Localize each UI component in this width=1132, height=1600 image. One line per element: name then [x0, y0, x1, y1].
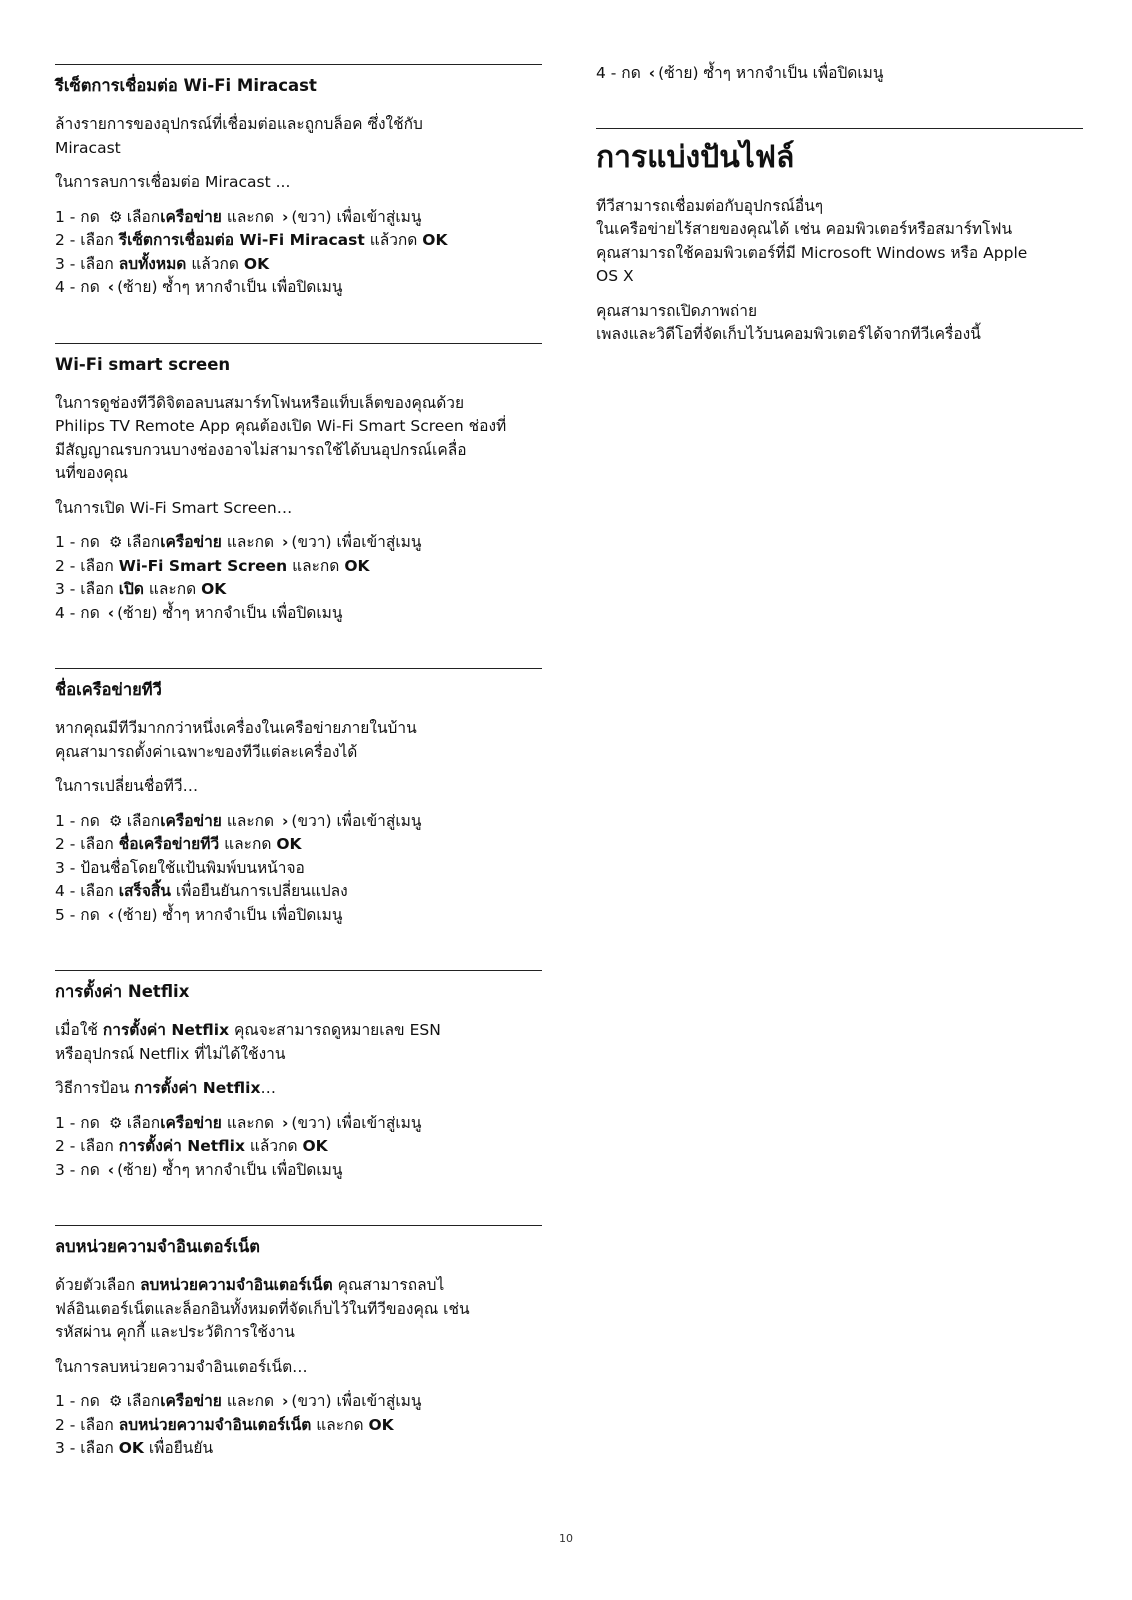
step-4: 4 - กด ‹ (ซ้าย) ซ้ำๆ หากจำเป็น เพื่อปิดเมนู: [55, 278, 343, 296]
chevron-right-icon: ›: [282, 1392, 289, 1410]
step-2: 2 - เลือก การตั้งค่า Netflix แล้วกด OK: [55, 1137, 328, 1155]
section-file-sharing: [596, 128, 1083, 347]
chevron-left-icon: ‹: [107, 278, 115, 296]
text-line: คุณสามารถตั้งค่าเฉพาะของทีวีแต่ละเครื่องได้: [55, 742, 358, 761]
text-line: ในการเปลี่ยนชื่อทีวี…: [55, 777, 199, 795]
text-line: Philips TV Remote App คุณต้องเปิด Wi-Fi Smart Screen ช่องที่: [55, 417, 507, 435]
text-line: คุณสามารถใช้คอมพิวเตอร์ที่มี Microsoft Windows หรือ Apple: [596, 243, 1028, 262]
paragraph: [55, 1019, 542, 1066]
text-line: เมื่อใช้ การตั้งค่า Netflix คุณจะสามารถดูหมายเลข ESN: [55, 1021, 441, 1039]
settings-gear-icon: ⚙: [108, 1392, 123, 1410]
steps-continued: [596, 62, 1083, 86]
text-line: ในการลบการเชื่อมต่อ Miracast ...: [55, 173, 291, 191]
text-line: หากคุณมีทีวีมากกว่าหนึ่งเครื่องในเครือข่ายภายในบ้าน: [55, 719, 417, 737]
step-3: 3 - ป้อนชื่อโดยใช้แป้นพิมพ์บนหน้าจอ: [55, 858, 305, 877]
step-5: 5 - กด ‹ (ซ้าย) ซ้ำๆ หากจำเป็น เพื่อปิดเมนู: [55, 905, 343, 924]
chevron-right-icon: ›: [282, 1113, 289, 1132]
text-line: นที่ของคุณ: [55, 464, 129, 482]
text-line: ในการลบหน่วยความจำอินเตอร์เน็ต…: [55, 1357, 308, 1376]
steps-list: [55, 206, 542, 300]
settings-gear-icon: ⚙: [108, 207, 123, 226]
section-title: การตั้งค่า Netflix: [55, 982, 190, 1001]
paragraph: [55, 497, 542, 521]
steps-list: [55, 1112, 542, 1183]
chevron-left-icon: ‹: [648, 64, 656, 82]
section-reset-miracast: [55, 64, 542, 300]
left-column: [55, 64, 542, 1504]
section-title: Wi-Fi smart screen: [55, 354, 231, 374]
steps-list: [55, 810, 542, 928]
step-3: 3 - เลือก เปิด และกด OK: [55, 580, 227, 598]
chevron-right-icon: ›: [282, 533, 289, 551]
section-title: ชื่อเครือข่ายทีวี: [55, 680, 162, 699]
paragraph: [55, 1356, 542, 1380]
section-netflix-settings: [55, 970, 542, 1182]
paragraph: [55, 392, 542, 486]
text-line: วิธีการป้อน การตั้งค่า Netflix…: [55, 1079, 276, 1097]
step-4: 4 - กด ‹ (ซ้าย) ซ้ำๆ หากจำเป็น เพื่อปิดเมนู: [596, 64, 884, 82]
step-1: 1 - กด ⚙ เลือกเครือข่าย และกด › (ขวา) เพื่อเข้าสู่เมนู: [55, 206, 542, 230]
step-3: 3 - กด ‹ (ซ้าย) ซ้ำๆ หากจำเป็น เพื่อปิดเมนู: [55, 1160, 343, 1179]
page-number: 10: [559, 1532, 573, 1545]
text-line: OS X: [596, 267, 634, 285]
chevron-left-icon: ‹: [107, 603, 115, 622]
step-2: 2 - เลือก ลบหน่วยความจำอินเตอร์เน็ต และกด OK: [55, 1415, 394, 1434]
section-wifi-smart-screen: [55, 343, 542, 626]
chapter-title: การแบ่งปันไฟล์: [596, 139, 795, 175]
step-2: 2 - เลือก Wi-Fi Smart Screen และกด OK: [55, 556, 370, 575]
step-2: 2 - เลือก รีเซ็ตการเชื่อมต่อ Wi-Fi Miracast แล้วกด OK: [55, 231, 448, 249]
step-4: 4 - กด ‹ (ซ้าย) ซ้ำๆ หากจำเป็น เพื่อปิดเมนู: [55, 603, 343, 622]
step-1: 1 - กด ⚙ เลือกเครือข่าย และกด › (ขวา) เพื่อเข้าสู่เมนู: [55, 531, 542, 555]
paragraph: [596, 300, 1083, 347]
section-title: ลบหน่วยความจำอินเตอร์เน็ต: [55, 1237, 261, 1256]
step-4: 4 - เลือก เสร็จสิ้น เพื่อยืนยันการเปลี่ยนแปลง: [55, 882, 348, 900]
right-column: [596, 62, 1083, 358]
section-tv-network-name: [55, 668, 542, 927]
steps-list: [55, 531, 542, 625]
text-line: ในการเปิด Wi-Fi Smart Screen…: [55, 498, 293, 517]
paragraph: [55, 1077, 542, 1101]
paragraph: [55, 717, 542, 764]
text-line: คุณสามารถเปิดภาพถ่าย: [596, 301, 758, 320]
chevron-left-icon: ‹: [107, 1160, 115, 1179]
steps-list: [55, 1390, 542, 1461]
step-2: 2 - เลือก ชื่อเครือข่ายทีวี และกด OK: [55, 835, 302, 853]
step-3: 3 - เลือก ลบทั้งหมด แล้วกด OK: [55, 254, 270, 273]
text-line: ในเครือข่ายไร้สายของคุณได้ เช่น คอมพิวเตอร์หรือสมาร์ทโฟน: [596, 220, 1013, 238]
settings-gear-icon: ⚙: [108, 811, 123, 830]
chevron-right-icon: ›: [282, 207, 289, 226]
step-1: 1 - กด ⚙ เลือกเครือข่าย และกด › (ขวา) เพื่อเข้าสู่เมนู: [55, 1112, 542, 1136]
text-line: มีสัญญาณรบกวนบางช่องอาจไม่สามารถใช้ได้บนอุปกรณ์เคลื่อ: [55, 440, 467, 459]
text-line: เพลงและวิดีโอที่จัดเก็บไว้บนคอมพิวเตอร์ได้จากทีวีเครื่องนี้: [596, 325, 981, 343]
paragraph: [55, 113, 542, 160]
step-3: 3 - เลือก OK เพื่อยืนยัน: [55, 1439, 214, 1457]
paragraph: [55, 171, 542, 195]
paragraph: [55, 775, 542, 799]
section-clear-internet-memory: [55, 1225, 542, 1461]
paragraph: [596, 195, 1083, 289]
text-line: ฟล์อินเตอร์เน็ตและล็อกอินทั้งหมดที่จัดเก็บไว้ในทีวีของคุณ เช่น: [55, 1299, 470, 1318]
text-line: ด้วยตัวเลือก ลบหน่วยความจำอินเตอร์เน็ต คุณสามารถลบไ: [55, 1276, 445, 1294]
step-1: 1 - กด ⚙ เลือกเครือข่าย และกด › (ขวา) เพื่อเข้าสู่เมนู: [55, 810, 542, 834]
chevron-left-icon: ‹: [107, 905, 115, 924]
text-line: ทีวีสามารถเชื่อมต่อกับอุปกรณ์อื่นๆ: [596, 196, 824, 215]
chevron-right-icon: ›: [282, 811, 289, 830]
text-line: ล้างรายการของอุปกรณ์ที่เชื่อมต่อและถูกบล็อค ซึ่งใช้กับ: [55, 115, 423, 133]
section-title: รีเซ็ตการเชื่อมต่อ Wi-Fi Miracast: [55, 76, 317, 95]
paragraph: [55, 1274, 542, 1345]
text-line: ในการดูช่องทีวีดิจิตอลบนสมาร์ทโฟนหรือแท็บเล็ตของคุณด้วย: [55, 393, 465, 412]
text-line: Miracast: [55, 138, 121, 157]
settings-gear-icon: ⚙: [108, 1113, 123, 1132]
settings-gear-icon: ⚙: [108, 533, 123, 551]
text-line: หรืออุปกรณ์ Netflix ที่ไม่ได้ใช้งาน: [55, 1044, 286, 1063]
text-line: รหัสผ่าน คุกกี้ และประวัติการใช้งาน: [55, 1323, 295, 1341]
step-1: 1 - กด ⚙ เลือกเครือข่าย และกด › (ขวา) เพื่อเข้าสู่เมนู: [55, 1390, 542, 1414]
